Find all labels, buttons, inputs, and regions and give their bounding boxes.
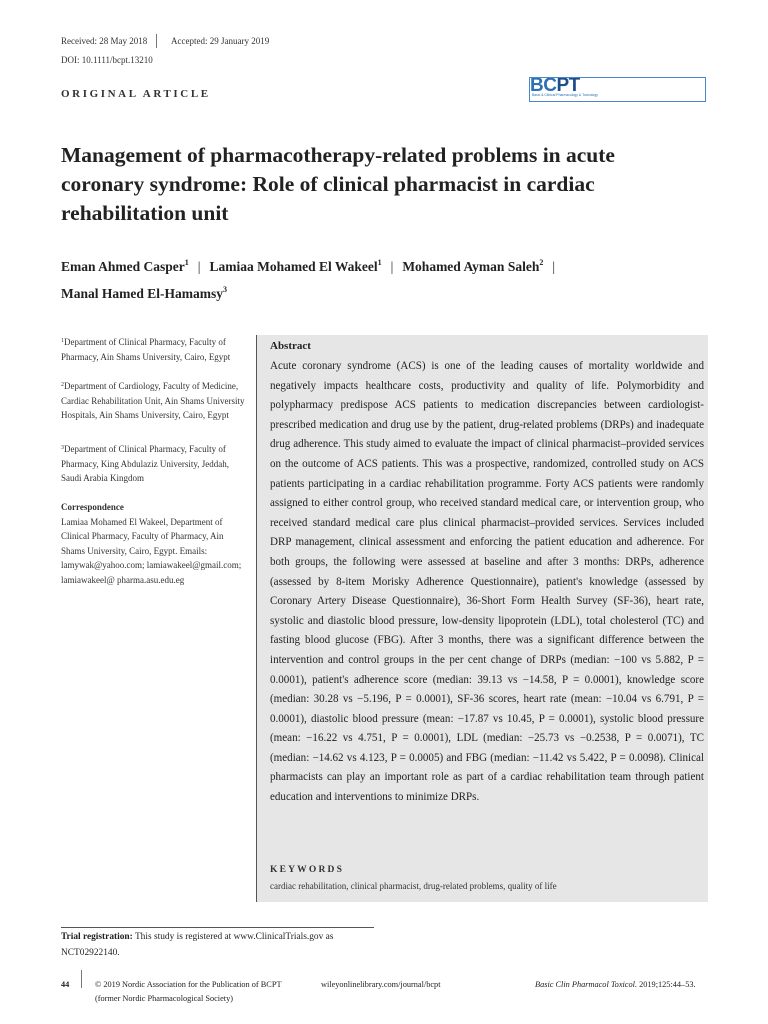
page-number: 44 xyxy=(61,980,70,989)
copyright-line-1: © 2019 Nordic Association for the Publication of BCPT xyxy=(95,980,282,989)
trial-registration: Trial registration: This study is registered at www.ClinicalTrials.gov as NCT02922140. xyxy=(61,932,334,958)
affiliation-3: $^3$Department of Clinical Pharmacy, Faculty of Pharmacy, King Abdulaziz University, Jeddah, Saudi Arabia Kingdom xyxy=(61,444,230,484)
article-title: Management of pharmacotherapy-related problems in acute coronary syndrome: Role of clinical pharmacist in cardiac rehabilitation unit xyxy=(61,143,615,225)
keywords-text: cardiac rehabilitation, clinical pharmacist, drug-related problems, quality of life xyxy=(270,881,557,891)
abstract-text: Acute coronary syndrome (ACS) is one of the leading causes of mortality worldwide and negatively impacts healthcare costs, productivity and quality of life. Polymorbidity and polypharmacy predispose ACS patients to medication discrepancies between cardiologist-prescribed medication and drug use by the patient, drug-related problems (DRPs) and inadequate drug adherence. This study aimed to evaluate the impact of clinical pharmacist–provided services on the outcome of ACS patients. This was a prospective, randomized, controlled study on ACS patients participating in a cardiac rehabilitation programme. Forty ACS patients were randomly assigned to either control group, who received standard medical care, or intervention group, who received standard medical care plus clinical pharmacist–provided services. Services included DRP management, clinical assessment and enforcing the patient education and adherence. For both groups, the following were assessed at baseline and after 3 months: DRPs, adherence (assessed by 8-item Morisky Adherence Questionnaire), patient's knowledge (assessed by Coronary Artery Disease Questionnaire), 36-Short Form Health Survey (SF-36), heart rate, systolic and diastolic blood pressure, low-density lipoprotein (LDL), total cholesterol (TC) and fasting blood glucose (FBG). After 3 months, there was a significant difference between the intervention and control groups in the per cent change of DRPs (median: −100 vs 5.882, P = 0.0001), patient's adherence score (median: 39.13 vs −14.58, P = 0.0001), knowledge score (median: 30.28 vs −5.196, P = 0.0001), SF-36 scores, heart rate (mean: −10.04 vs 6.791, P = 0.0001), diastolic blood pressure (mean: −17.87 vs 10.45, P = 0.0001), systolic blood pressure (mean: −16.22 vs 4.751, P = 0.0001), LDL (median: −25.73 vs −0.2538, P = 0.0071), TC (median: −14.62 vs 4.123, P = 0.0005) and FBG (median: −11.42 vs 5.422, P = 0.0098). Clinical pharmacists can play an important role as part of a cardiac rehabilitation team through patient education and interventions to minimize DRPs. xyxy=(270,360,704,804)
author-name[interactable]: Mohamed Ayman Saleh$^2$ xyxy=(402,258,544,274)
logo-subtitle: Basic & Clinical Pharmacology & Toxicology xyxy=(532,93,598,97)
keywords-heading: KEYWORDS xyxy=(270,865,345,875)
correspondence-text: Lamiaa Mohamed El Wakeel, Department of Clinical Pharmacy, Faculty of Pharmacy, Ain Shams University, Cairo, Egypt. Emails: lamywak@yahoo.com; lamiawakeel@gmail.com; lamiawakeel@ pharma.asu.edu.eg xyxy=(61,516,242,585)
affiliation-1: $^1$Department of Clinical Pharmacy, Faculty of Pharmacy, Ain Shams University, Cairo, Egypt xyxy=(61,337,231,362)
received-date: Received: 28 May 2018 xyxy=(61,36,148,46)
copyright-line-2: (former Nordic Pharmacological Society) xyxy=(95,994,234,1003)
author-line-1: Eman Ahmed Casper$^1$ | Lamiaa Mohamed El Wakeel$^1$ | Mohamed Ayman Saleh$^2$ | xyxy=(61,258,556,274)
accepted-date: Accepted: 29 January 2019 xyxy=(171,36,270,46)
correspondence-heading: Correspondence xyxy=(61,502,124,512)
abstract-box xyxy=(256,335,708,902)
section-label: ORIGINAL ARTICLE xyxy=(61,88,211,100)
footer-divider xyxy=(81,970,82,988)
affiliation-2: $^2$Department of Cardiology, Faculty of Medicine, Cardiac Rehabilitation Unit, Ain Shams University Hospitals, Ain Shams University, Cairo, Egypt xyxy=(61,381,245,421)
header-divider xyxy=(156,34,157,48)
author-line-2 xyxy=(61,285,227,302)
abstract-heading: Abstract xyxy=(270,340,311,352)
author-name[interactable]: Manal Hamed El-Hamamsy$^3$ xyxy=(61,285,227,301)
citation: Basic Clin Pharmacol Toxicol. 2019;125:44–53. xyxy=(535,980,696,989)
trial-divider xyxy=(61,927,374,928)
journal-logo xyxy=(529,77,706,102)
author-name[interactable]: Eman Ahmed Casper$^1$ xyxy=(61,258,189,274)
correspondence xyxy=(61,500,249,588)
logo-acronym: BCPT xyxy=(530,77,580,96)
journal-url[interactable]: wileyonlinelibrary.com/journal/bcpt xyxy=(321,980,441,989)
author-name[interactable]: Lamiaa Mohamed El Wakeel$^1$ xyxy=(209,258,382,274)
doi[interactable]: DOI: 10.1111/bcpt.13210 xyxy=(61,55,153,65)
